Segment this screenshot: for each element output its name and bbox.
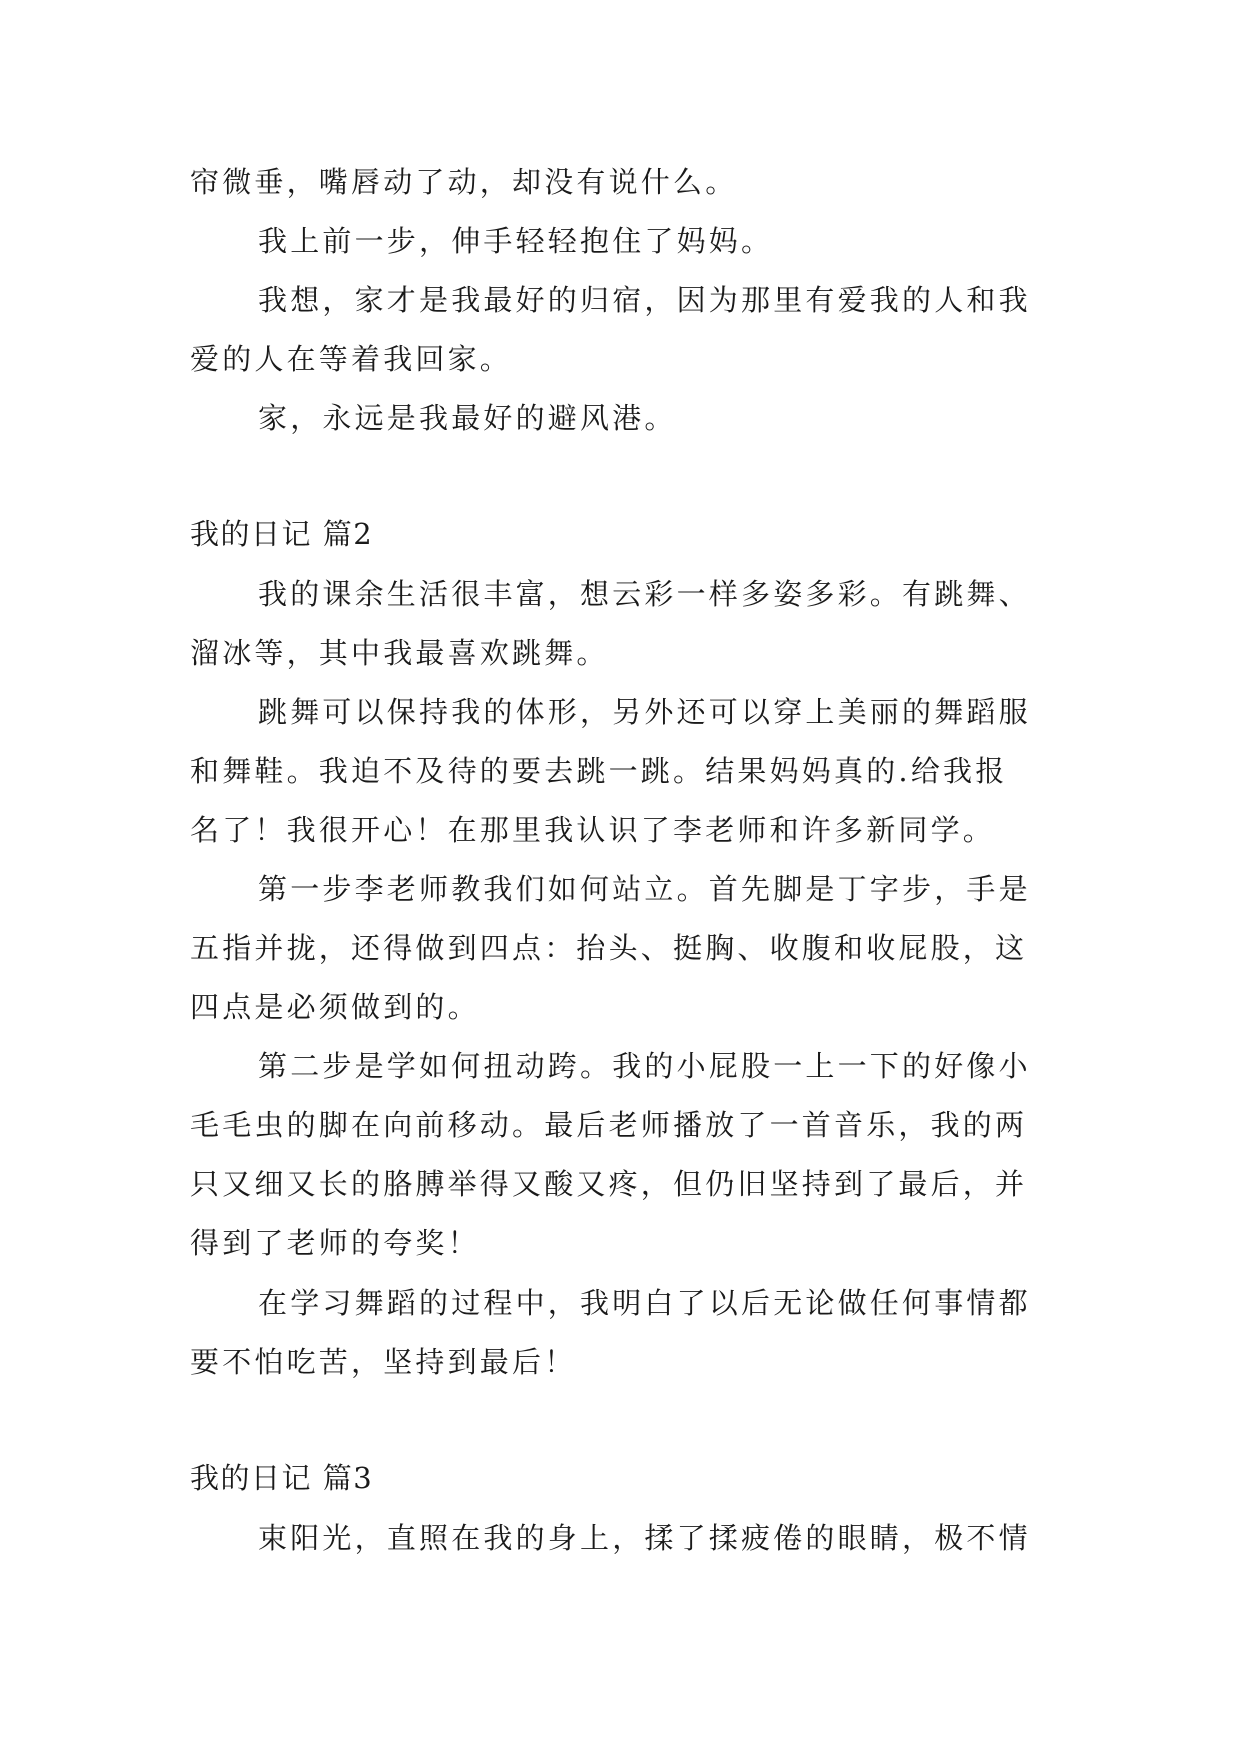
paragraph-line: 溜冰等，其中我最喜欢跳舞。 bbox=[190, 636, 609, 670]
paragraph-line: 我想，家才是我最好的归宿，因为那里有爱我的人和我 bbox=[258, 283, 1031, 317]
paragraph-line: 束阳光，直照在我的身上，揉了揉疲倦的眼睛，极不情 bbox=[258, 1521, 1031, 1555]
paragraph-line: 跳舞可以保持我的体形，另外还可以穿上美丽的舞蹈服 bbox=[258, 695, 1031, 729]
paragraph-line: 爱的人在等着我回家。 bbox=[190, 342, 513, 376]
paragraph-line: 在学习舞蹈的过程中，我明白了以后无论做任何事情都 bbox=[258, 1286, 1031, 1320]
paragraph-line: 第二步是学如何扭动跨。我的小屁股一上一下的好像小 bbox=[258, 1049, 1031, 1083]
paragraph-line: 五指并拢，还得做到四点：抬头、挺胸、收腹和收屁股，这 bbox=[190, 931, 1028, 965]
paragraph-line: 帘微垂，嘴唇动了动，却没有说什么。 bbox=[190, 165, 738, 199]
paragraph-line: 我的课余生活很丰富，想云彩一样多姿多彩。有跳舞、 bbox=[258, 577, 1031, 611]
paragraph-line: 毛毛虫的脚在向前移动。最后老师播放了一首音乐，我的两 bbox=[190, 1108, 1028, 1142]
paragraph-line: 我上前一步，伸手轻轻抱住了妈妈。 bbox=[258, 224, 774, 258]
section-heading: 我的日记 篇3 bbox=[190, 1461, 374, 1495]
paragraph-line: 要不怕吃苦，坚持到最后！ bbox=[190, 1345, 577, 1379]
paragraph-line: 名了！我很开心！在那里我认识了李老师和许多新同学。 bbox=[190, 813, 996, 847]
paragraph-line: 第一步李老师教我们如何站立。首先脚是丁字步，手是 bbox=[258, 872, 1031, 906]
paragraph-line: 家，永远是我最好的避风港。 bbox=[258, 401, 677, 435]
paragraph-line: 四点是必须做到的。 bbox=[190, 990, 480, 1024]
paragraph-line: 和舞鞋。我迫不及待的要去跳一跳。结果妈妈真的.给我报 bbox=[190, 754, 1008, 788]
paragraph-line: 得到了老师的夸奖！ bbox=[190, 1226, 480, 1260]
paragraph-line: 只又细又长的胳膊举得又酸又疼，但仍旧坚持到了最后，并 bbox=[190, 1167, 1028, 1201]
section-heading: 我的日记 篇2 bbox=[190, 517, 374, 551]
